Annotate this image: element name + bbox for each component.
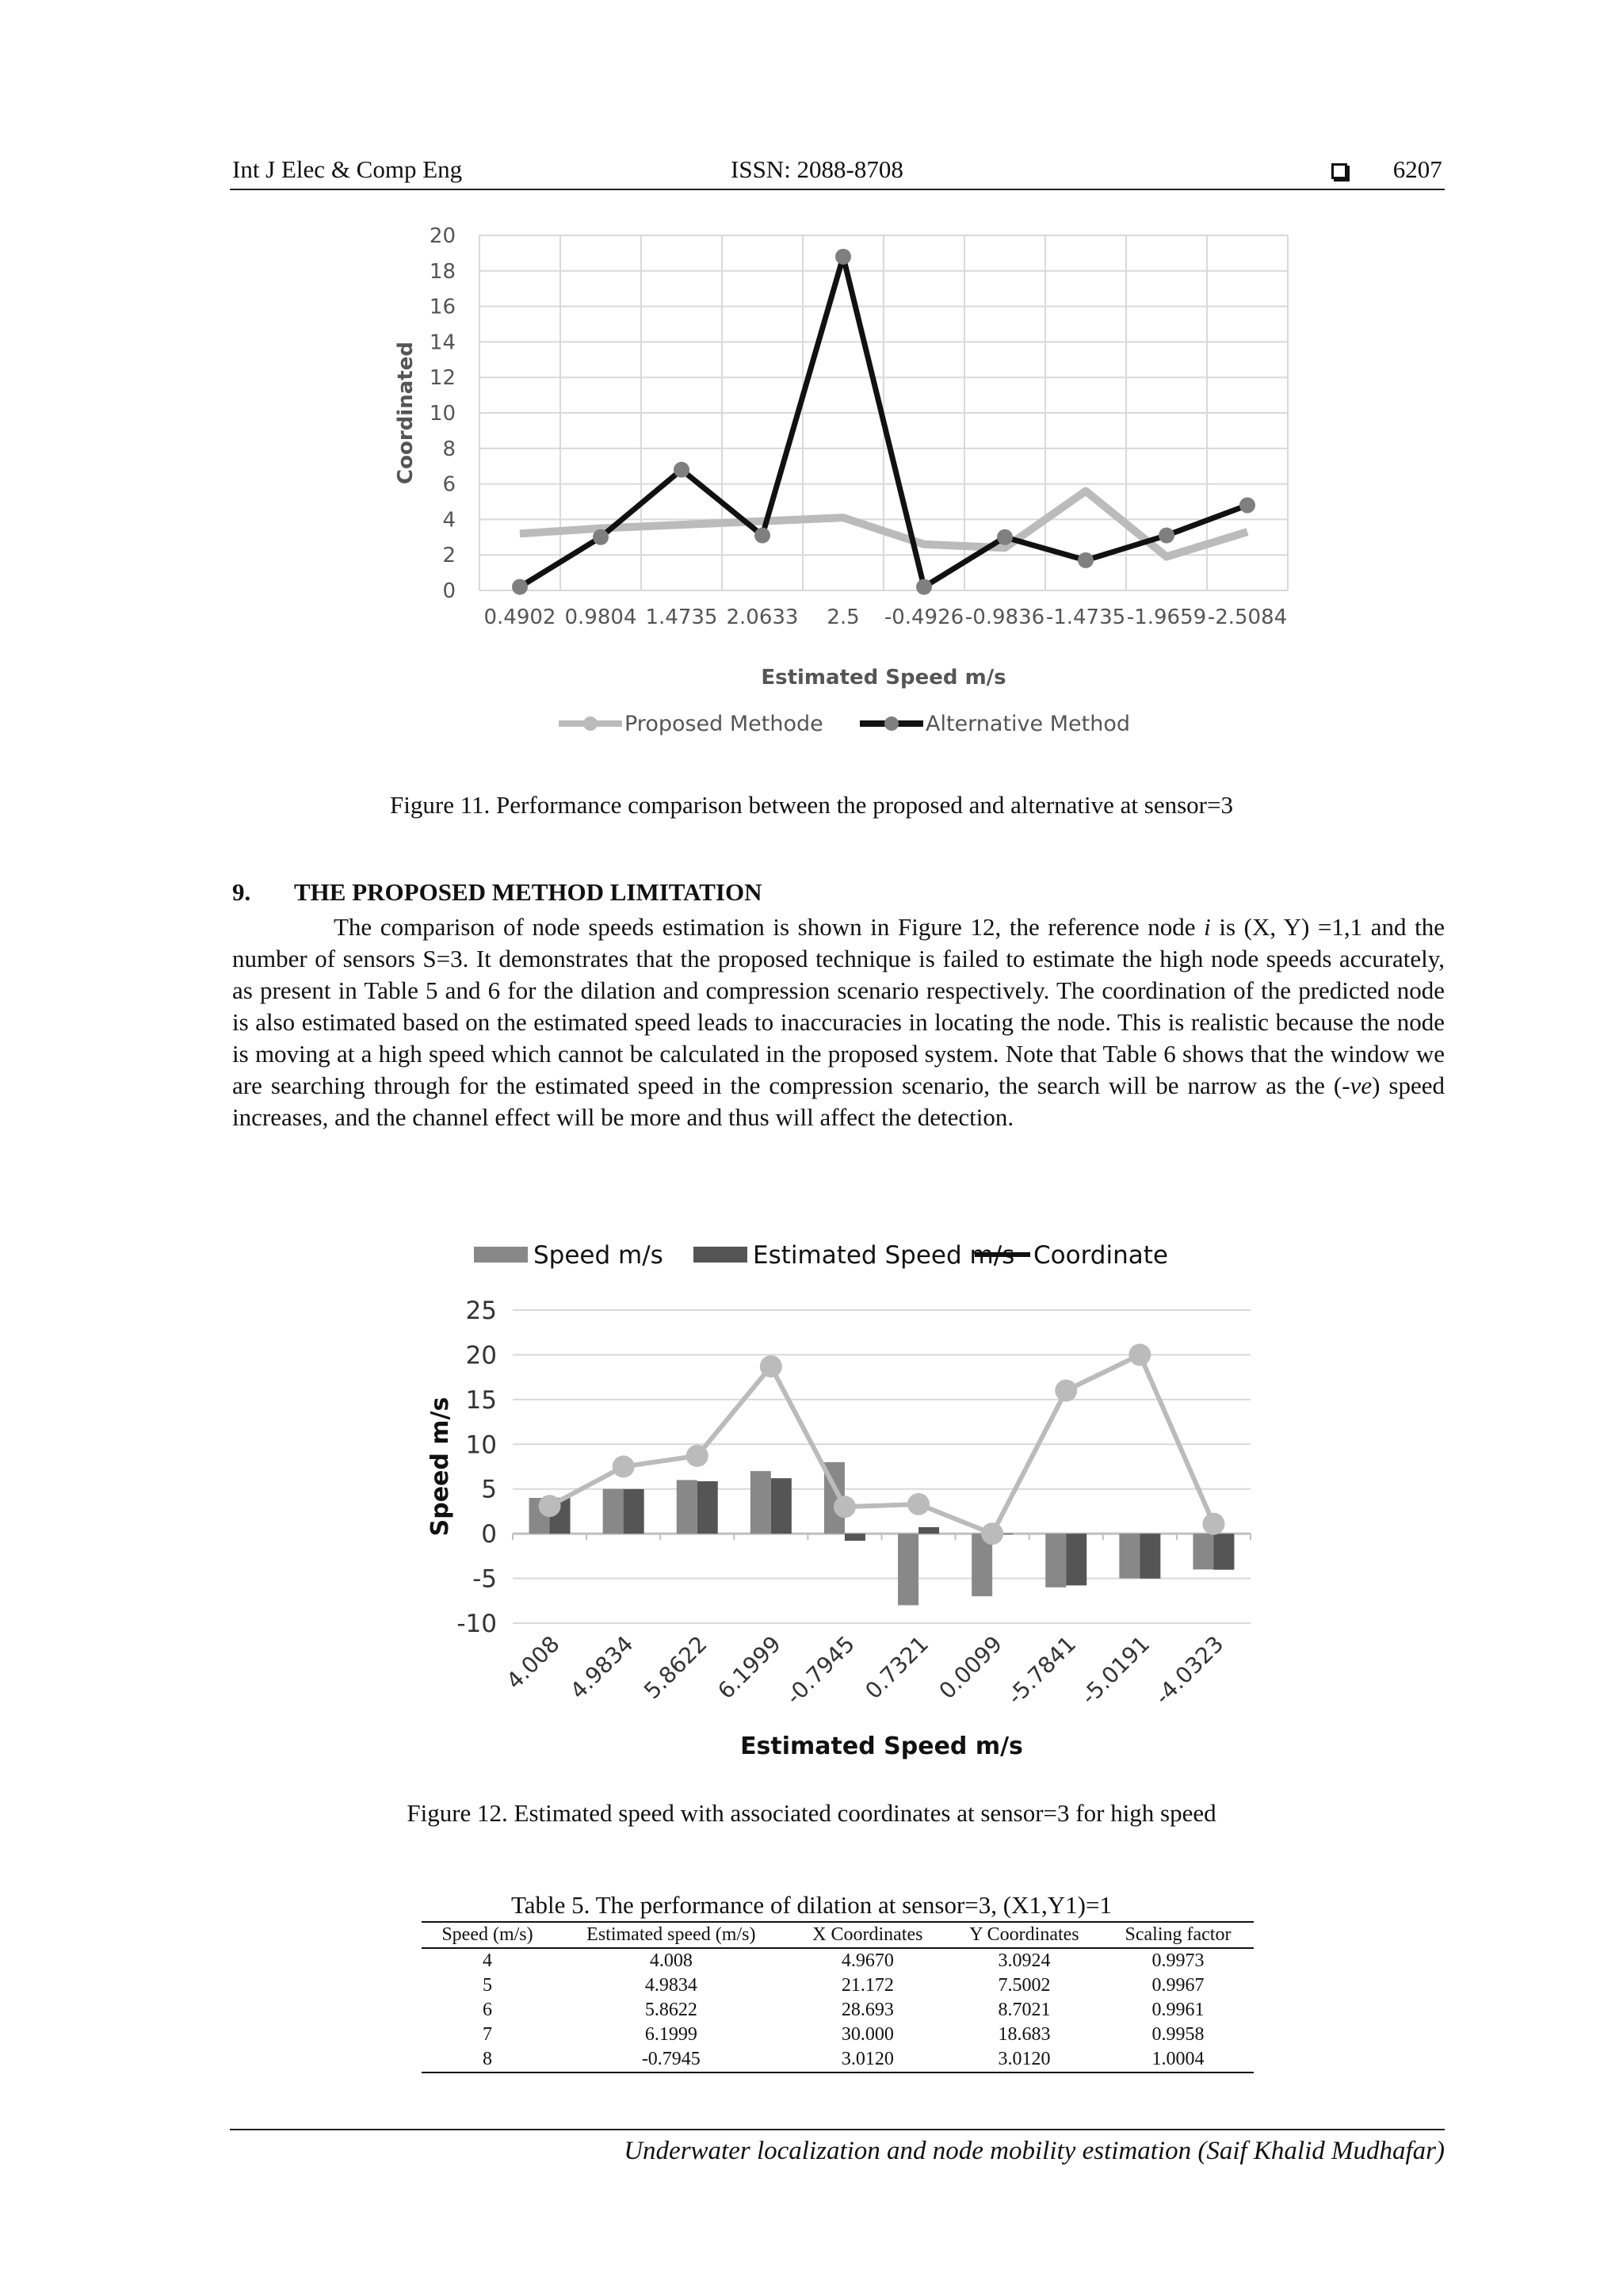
bar xyxy=(750,1471,771,1534)
y-tick-label: 5 xyxy=(481,1475,497,1504)
legend-label: Alternative Method xyxy=(926,712,1130,736)
table-cell: 0.9973 xyxy=(1151,1950,1205,1971)
x-tick-label: 6.1999 xyxy=(712,1630,786,1705)
y-tick-label: 0 xyxy=(481,1520,497,1549)
footer-rule xyxy=(230,2129,1445,2130)
bar xyxy=(898,1534,918,1605)
table-header-cell: Estimated speed (m/s) xyxy=(553,1922,789,1948)
data-point xyxy=(1055,1380,1077,1402)
bar xyxy=(845,1534,865,1541)
table-cell: 8.7021 xyxy=(998,2000,1051,2020)
y-tick-label: 10 xyxy=(429,402,456,426)
data-point xyxy=(1128,1343,1151,1366)
bar xyxy=(1213,1534,1234,1570)
y-tick-label: 25 xyxy=(465,1297,497,1325)
table-cell: 6 xyxy=(482,2000,492,2020)
data-point xyxy=(1202,1513,1224,1535)
y-tick-label: 2 xyxy=(442,544,456,568)
table-header-cell: Y Coordinates xyxy=(946,1922,1102,1948)
table-cell: 0.9958 xyxy=(1151,2024,1205,2045)
x-tick-label: -2.5084 xyxy=(1207,606,1288,629)
header-rule xyxy=(230,189,1445,190)
table-row xyxy=(422,1973,1254,1998)
legend-label: Estimated Speed m/s xyxy=(753,1241,1015,1270)
square-bullet-icon xyxy=(1331,163,1347,179)
table-cell: 4.9670 xyxy=(841,1950,894,1971)
paragraph: The comparison of node speeds estimation is shown in Figure 12, the reference node i is (X, Y) =1,1 and the number of sensors S=3. It demonstrates that the proposed technique is failed to estimate the high node speeds accurately, as present in Table 5 and 6 for the dilation and compression scenario respectively. The coordination of the predicted node is also estimated based on the estimated speed leads to inaccuracies in locating the node. This is realistic because the node is moving at a high speed which cannot be calculated in the proposed system. Note that Table 6 shows that the window we are searching through for the estimated speed in the compression scenario, the search will be narrow as the (-ve) speed increases, and the channel effect will be more and thus will affect the detection. xyxy=(232,913,1445,1131)
data-point xyxy=(754,528,770,544)
y-tick-label: 0 xyxy=(442,579,456,603)
table-cell: 1.0004 xyxy=(1102,2047,1254,2073)
data-point xyxy=(907,1493,930,1515)
y-axis-title: Coordinated xyxy=(394,342,418,484)
data-point xyxy=(835,249,851,265)
x-tick-label: 5.8622 xyxy=(639,1630,712,1705)
data-point xyxy=(674,462,689,478)
bar xyxy=(1193,1534,1213,1569)
table-5-title: Table 5. The performance of dilation at sensor=3, (X1,Y1)=1 xyxy=(511,1891,1112,1919)
y-tick-label: 6 xyxy=(442,472,456,497)
table-row xyxy=(422,2047,1254,2073)
y-tick-label: 8 xyxy=(442,437,456,461)
table-row xyxy=(422,1998,1254,2023)
legend-marker xyxy=(583,716,598,731)
x-tick-label: 2.0633 xyxy=(726,606,799,629)
figure-12-caption: Figure 12. Estimated speed with associated coordinates at sensor=3 for high speed xyxy=(407,1799,1216,1827)
y-tick-label: 14 xyxy=(429,330,456,355)
table-cell: -0.7945 xyxy=(553,2047,789,2073)
data-point xyxy=(1159,528,1174,544)
table-header-cell: Speed (m/s) xyxy=(422,1922,553,1948)
table-header-cell: X Coordinates xyxy=(789,1922,946,1948)
y-tick-label: 15 xyxy=(465,1385,497,1415)
table-cell: 7.5002 xyxy=(998,1975,1051,1996)
x-tick-label: 0.9804 xyxy=(564,606,637,629)
section-heading xyxy=(232,878,762,907)
table-cell: 4 xyxy=(482,1950,492,1971)
bar xyxy=(771,1478,792,1534)
y-tick-label: 12 xyxy=(429,366,456,391)
y-tick-label: 20 xyxy=(465,1341,497,1370)
section-body xyxy=(232,911,1445,1133)
y-axis-title: Speed m/s xyxy=(426,1396,454,1537)
y-tick-label: 4 xyxy=(442,508,456,533)
table-row xyxy=(422,2023,1254,2047)
legend-swatch xyxy=(693,1247,747,1263)
y-tick-label: 10 xyxy=(465,1431,497,1460)
x-tick-label: -1.4735 xyxy=(1045,606,1126,629)
figure-12-bar-line-chart xyxy=(412,1224,1300,1779)
legend-label: Speed m/s xyxy=(533,1241,663,1270)
x-tick-label: 0.4902 xyxy=(483,606,556,629)
x-tick-label: 2.5 xyxy=(827,606,860,629)
data-point xyxy=(981,1522,1003,1545)
table-cell: 21.172 xyxy=(841,1975,894,1996)
table-cell: 28.693 xyxy=(841,2000,894,2020)
data-point xyxy=(760,1355,782,1377)
data-point xyxy=(1078,552,1094,568)
bar xyxy=(1140,1534,1160,1579)
x-tick-label: 1.4735 xyxy=(645,606,718,629)
y-tick-label: -10 xyxy=(456,1610,497,1638)
table-cell: 3.0924 xyxy=(998,1950,1051,1971)
table-cell: 30.000 xyxy=(841,2024,894,2045)
y-tick-label: 20 xyxy=(429,224,456,248)
section-number: 9. xyxy=(232,878,251,906)
bar xyxy=(677,1480,697,1534)
x-tick-label: 0.0099 xyxy=(934,1630,1008,1705)
legend-label: Coordinate xyxy=(1033,1241,1168,1270)
data-point xyxy=(686,1445,708,1467)
x-axis-title: Estimated Speed m/s xyxy=(740,1733,1023,1760)
bar xyxy=(918,1527,939,1534)
bar xyxy=(1066,1534,1086,1585)
table-header-cell: Scaling factor xyxy=(1102,1922,1254,1948)
x-tick-label: -4.0323 xyxy=(1149,1630,1229,1710)
legend-marker xyxy=(884,716,899,731)
bar xyxy=(697,1481,718,1534)
page-number-block xyxy=(1331,155,1442,184)
table-cell: 5 xyxy=(482,1975,492,1996)
table-cell: 7 xyxy=(482,2024,492,2045)
journal-name: Int J Elec & Comp Eng xyxy=(232,155,463,183)
bar xyxy=(624,1489,644,1534)
table-cell: 0.9967 xyxy=(1151,1975,1205,1996)
data-point xyxy=(539,1495,561,1517)
table-cell: 3.0120 xyxy=(789,2047,946,2073)
figure-11-caption: Figure 11. Performance comparison between the proposed and alternative at sensor=3 xyxy=(390,791,1233,819)
legend-swatch xyxy=(474,1247,528,1263)
table-cell: 18.683 xyxy=(998,2024,1051,2045)
table-cell: 4.008 xyxy=(649,1950,693,1971)
table-cell: 4.9834 xyxy=(644,1975,697,1996)
data-point xyxy=(1239,497,1255,513)
bar xyxy=(1045,1534,1066,1587)
table-cell: 0.9961 xyxy=(1151,2000,1205,2020)
x-tick-label: 4.9834 xyxy=(564,1630,639,1705)
x-tick-label: -0.4926 xyxy=(884,606,964,629)
x-axis-title: Estimated Speed m/s xyxy=(761,666,1006,690)
data-point xyxy=(512,579,528,595)
x-tick-label: 4.008 xyxy=(501,1630,565,1694)
data-point xyxy=(834,1496,856,1518)
data-point xyxy=(593,529,609,545)
x-tick-label: -0.7945 xyxy=(781,1630,860,1710)
data-point xyxy=(613,1456,635,1478)
running-footer: Underwater localization and node mobility estimation (Saif Khalid Mudhafar) xyxy=(624,2137,1445,2165)
table-cell: 8 xyxy=(422,2047,553,2073)
x-tick-label: 0.7321 xyxy=(860,1630,934,1705)
page-number: 6207 xyxy=(1392,155,1442,183)
x-tick-label: -5.0191 xyxy=(1075,1630,1155,1710)
table-header-row xyxy=(422,1922,1254,1948)
table-cell: 5.8622 xyxy=(644,2000,697,2020)
data-point xyxy=(916,579,932,595)
figure-11-line-chart xyxy=(380,214,1316,753)
table-row xyxy=(422,1948,1254,1973)
y-tick-label: 16 xyxy=(429,295,456,319)
table-cell: 3.0120 xyxy=(946,2047,1102,2073)
bar xyxy=(603,1489,624,1534)
section-title: THE PROPOSED METHOD LIMITATION xyxy=(294,878,762,906)
table-5 xyxy=(422,1921,1254,2073)
bar xyxy=(1119,1534,1140,1578)
y-tick-label: 18 xyxy=(429,259,456,284)
x-tick-label: -0.9836 xyxy=(964,606,1045,629)
x-tick-label: -1.9659 xyxy=(1126,606,1207,629)
y-tick-label: -5 xyxy=(472,1564,497,1594)
legend-label: Proposed Methode xyxy=(624,712,823,736)
table-cell: 6.1999 xyxy=(644,2024,697,2045)
x-tick-label: -5.7841 xyxy=(1002,1630,1082,1710)
data-point xyxy=(997,529,1013,545)
issn: ISSN: 2088-8708 xyxy=(731,155,903,183)
